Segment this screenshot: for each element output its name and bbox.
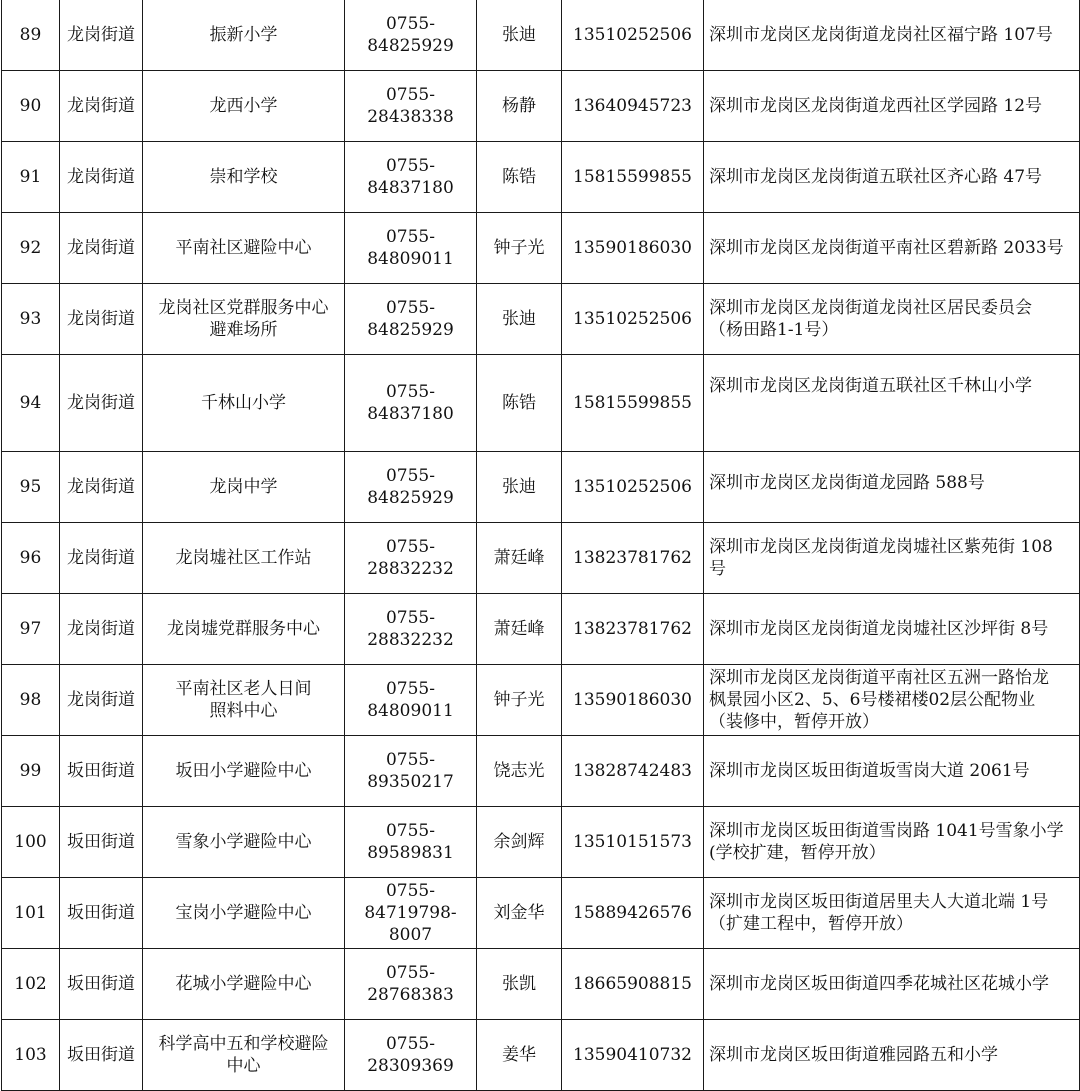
phone-cell bbox=[345, 213, 477, 284]
row-number-cell: 96 bbox=[2, 523, 60, 594]
mobile-cell: 13510252506 bbox=[562, 284, 704, 355]
mobile-cell: 18665908815 bbox=[562, 949, 704, 1020]
table-row bbox=[2, 0, 1080, 71]
contact-cell: 张迪 bbox=[477, 0, 562, 71]
address-cell bbox=[704, 142, 1080, 213]
phone-cell bbox=[345, 452, 477, 523]
phone-cell-line: 0755-28832232 bbox=[367, 537, 454, 579]
address-cell-line: （装修中，暂停开放） bbox=[709, 712, 879, 732]
row-number-cell: 98 bbox=[2, 665, 60, 736]
street-cell: 龙岗街道 bbox=[60, 71, 143, 142]
street-cell: 坂田街道 bbox=[60, 736, 143, 807]
street-cell: 龙岗街道 bbox=[60, 355, 143, 452]
contact-cell: 张迪 bbox=[477, 284, 562, 355]
street-cell: 龙岗街道 bbox=[60, 0, 143, 71]
table-row bbox=[2, 284, 1080, 355]
table-row bbox=[2, 213, 1080, 284]
site-name-cell-line: 崇和学校 bbox=[209, 167, 278, 187]
address-cell-line: (学校扩建，暂停开放） bbox=[709, 843, 886, 863]
mobile-cell: 13590410732 bbox=[562, 1020, 704, 1091]
contact-cell: 萧廷峰 bbox=[477, 523, 562, 594]
site-name-cell bbox=[143, 949, 345, 1020]
phone-cell bbox=[345, 736, 477, 807]
address-cell-line: 深圳市龙岗区龙岗街道龙岗社区居民委员会 bbox=[709, 298, 1032, 318]
table-row bbox=[2, 142, 1080, 213]
contact-cell: 张凯 bbox=[477, 949, 562, 1020]
phone-cell bbox=[345, 949, 477, 1020]
phone-cell-line: 0755-28768383 bbox=[367, 963, 454, 1005]
address-cell-line: 深圳市龙岗区坂田街道雪岗路 1041号雪象小学 bbox=[709, 821, 1064, 841]
address-cell-line: 深圳市龙岗区龙岗街道平南社区碧新路 2033号 bbox=[709, 238, 1064, 258]
street-cell: 龙岗街道 bbox=[60, 594, 143, 665]
address-cell bbox=[704, 949, 1080, 1020]
phone-cell-line: 0755-84825929 bbox=[367, 466, 454, 508]
address-cell-line: 深圳市龙岗区龙岗街道龙岗墟社区紫苑街 108 bbox=[709, 537, 1053, 557]
address-cell bbox=[704, 284, 1080, 355]
mobile-cell: 13828742483 bbox=[562, 736, 704, 807]
site-name-cell-line: 龙岗社区党群服务中心 bbox=[158, 298, 329, 318]
site-name-cell-line: 照料中心 bbox=[209, 701, 278, 721]
contact-cell: 钟子光 bbox=[477, 665, 562, 736]
site-name-cell bbox=[143, 71, 345, 142]
row-number-cell: 102 bbox=[2, 949, 60, 1020]
phone-cell-line: 0755-89350217 bbox=[367, 750, 454, 792]
phone-cell bbox=[345, 878, 477, 949]
address-cell bbox=[704, 355, 1080, 452]
phone-cell-line: 0755-84809011 bbox=[367, 227, 454, 269]
street-cell: 龙岗街道 bbox=[60, 452, 143, 523]
street-cell: 坂田街道 bbox=[60, 878, 143, 949]
address-cell bbox=[704, 807, 1080, 878]
site-name-cell-line: 振新小学 bbox=[209, 24, 278, 45]
site-name-cell-line: 避难场所 bbox=[209, 320, 278, 340]
table-row bbox=[2, 665, 1080, 736]
address-cell bbox=[704, 71, 1080, 142]
row-number-cell: 89 bbox=[2, 0, 60, 71]
phone-cell-line: 0755-84825929 bbox=[367, 13, 454, 56]
site-name-cell bbox=[143, 355, 345, 452]
site-name-cell-line: 雪象小学避险中心 bbox=[175, 832, 312, 852]
contact-cell: 陈锆 bbox=[477, 142, 562, 213]
site-name-cell-line: 中心 bbox=[226, 1056, 261, 1076]
phone-cell-line: 0755-28309369 bbox=[367, 1034, 454, 1076]
row-number-cell: 95 bbox=[2, 452, 60, 523]
table-row bbox=[2, 594, 1080, 665]
contact-cell: 萧廷峰 bbox=[477, 594, 562, 665]
row-number-cell: 99 bbox=[2, 736, 60, 807]
table-row bbox=[2, 1020, 1080, 1091]
mobile-cell: 13640945723 bbox=[562, 71, 704, 142]
street-cell: 龙岗街道 bbox=[60, 142, 143, 213]
address-cell bbox=[704, 213, 1080, 284]
site-name-cell-line: 宝岗小学避险中心 bbox=[175, 903, 312, 923]
site-name-cell bbox=[143, 142, 345, 213]
address-cell bbox=[704, 878, 1080, 949]
phone-cell bbox=[345, 355, 477, 452]
site-name-cell-line: 平南社区老人日间 bbox=[175, 679, 312, 699]
contact-cell: 余剑辉 bbox=[477, 807, 562, 878]
row-number-cell: 97 bbox=[2, 594, 60, 665]
phone-cell-line: 0755-84825929 bbox=[367, 298, 454, 340]
site-name-cell bbox=[143, 594, 345, 665]
table-row bbox=[2, 807, 1080, 878]
address-cell-line: 深圳市龙岗区龙岗街道平南社区五洲一路怡龙 bbox=[709, 668, 1049, 688]
site-name-cell bbox=[143, 736, 345, 807]
mobile-cell: 13823781762 bbox=[562, 594, 704, 665]
site-name-cell-line: 平南社区避险中心 bbox=[175, 238, 312, 258]
table-row bbox=[2, 736, 1080, 807]
site-name-cell bbox=[143, 665, 345, 736]
site-name-cell-line: 花城小学避险中心 bbox=[175, 974, 312, 994]
address-cell-line: 号 bbox=[709, 559, 726, 579]
site-name-cell-line: 科学高中五和学校避险 bbox=[158, 1034, 329, 1054]
address-cell bbox=[704, 523, 1080, 594]
address-cell bbox=[704, 1020, 1080, 1091]
table-row bbox=[2, 523, 1080, 594]
site-name-cell bbox=[143, 213, 345, 284]
contact-cell: 杨静 bbox=[477, 71, 562, 142]
street-cell: 龙岗街道 bbox=[60, 213, 143, 284]
phone-cell bbox=[345, 523, 477, 594]
phone-cell-line: 0755-84837180 bbox=[367, 156, 454, 198]
address-cell-line: （扩建工程中，暂停开放） bbox=[709, 914, 913, 934]
row-number-cell: 101 bbox=[2, 878, 60, 949]
address-cell-line: 深圳市龙岗区龙岗街道龙岗墟社区沙坪街 8号 bbox=[709, 619, 1049, 639]
mobile-cell: 13590186030 bbox=[562, 213, 704, 284]
mobile-cell: 15889426576 bbox=[562, 878, 704, 949]
address-cell bbox=[704, 736, 1080, 807]
table-row bbox=[2, 878, 1080, 949]
address-cell bbox=[704, 665, 1080, 736]
mobile-cell: 13590186030 bbox=[562, 665, 704, 736]
street-cell: 龙岗街道 bbox=[60, 523, 143, 594]
phone-cell-line: 0755-84837180 bbox=[367, 382, 454, 424]
row-number-cell: 93 bbox=[2, 284, 60, 355]
phone-cell-line: 0755- bbox=[385, 881, 435, 901]
address-cell-line: 深圳市龙岗区坂田街道雅园路五和小学 bbox=[709, 1045, 998, 1065]
row-number-cell: 100 bbox=[2, 807, 60, 878]
phone-cell-line: 0755-84809011 bbox=[367, 679, 454, 721]
phone-cell-line: 0755-89589831 bbox=[367, 821, 454, 863]
table-row bbox=[2, 71, 1080, 142]
address-cell-line: 深圳市龙岗区龙岗街道龙园路 588号 bbox=[709, 473, 985, 493]
mobile-cell: 15815599855 bbox=[562, 355, 704, 452]
contact-cell: 姜华 bbox=[477, 1020, 562, 1091]
row-number-cell: 94 bbox=[2, 355, 60, 452]
contact-cell: 张迪 bbox=[477, 452, 562, 523]
address-cell bbox=[704, 452, 1080, 523]
site-name-cell-line: 龙岗墟党群服务中心 bbox=[167, 619, 320, 639]
site-name-cell bbox=[143, 1020, 345, 1091]
table-body bbox=[2, 0, 1080, 1091]
phone-cell bbox=[345, 0, 477, 71]
site-name-cell bbox=[143, 878, 345, 949]
mobile-cell: 15815599855 bbox=[562, 142, 704, 213]
phone-cell-line: 0755-28438338 bbox=[367, 85, 454, 127]
shelter-table bbox=[1, 0, 1080, 1091]
street-cell: 坂田街道 bbox=[60, 807, 143, 878]
mobile-cell: 13823781762 bbox=[562, 523, 704, 594]
street-cell: 龙岗街道 bbox=[60, 665, 143, 736]
address-cell-line: 深圳市龙岗区龙岗街道五联社区齐心路 47号 bbox=[709, 167, 1043, 187]
site-name-cell bbox=[143, 523, 345, 594]
phone-cell bbox=[345, 71, 477, 142]
mobile-cell: 13510252506 bbox=[562, 0, 704, 71]
site-name-cell-line: 龙岗中学 bbox=[209, 477, 278, 497]
address-cell bbox=[704, 0, 1080, 71]
mobile-cell: 13510151573 bbox=[562, 807, 704, 878]
phone-cell bbox=[345, 1020, 477, 1091]
phone-cell-line: 0755-28832232 bbox=[367, 608, 454, 650]
address-cell-line: 深圳市龙岗区坂田街道坂雪岗大道 2061号 bbox=[709, 761, 1030, 781]
phone-cell bbox=[345, 665, 477, 736]
phone-cell bbox=[345, 807, 477, 878]
site-name-cell-line: 坂田小学避险中心 bbox=[175, 761, 312, 781]
table-row bbox=[2, 355, 1080, 452]
address-cell-line: 深圳市龙岗区坂田街道居里夫人大道北端 1号 bbox=[709, 892, 1049, 912]
street-cell: 坂田街道 bbox=[60, 1020, 143, 1091]
contact-cell: 刘金华 bbox=[477, 878, 562, 949]
site-name-cell bbox=[143, 807, 345, 878]
site-name-cell-line: 龙岗墟社区工作站 bbox=[175, 548, 312, 568]
row-number-cell: 91 bbox=[2, 142, 60, 213]
table-row bbox=[2, 452, 1080, 523]
address-cell-line: 深圳市龙岗区龙岗街道五联社区千林山小学 bbox=[709, 376, 1032, 396]
table-row bbox=[2, 949, 1080, 1020]
street-cell: 龙岗街道 bbox=[60, 284, 143, 355]
row-number-cell: 90 bbox=[2, 71, 60, 142]
row-number-cell: 103 bbox=[2, 1020, 60, 1091]
mobile-cell: 13510252506 bbox=[562, 452, 704, 523]
contact-cell: 陈锆 bbox=[477, 355, 562, 452]
phone-cell bbox=[345, 594, 477, 665]
address-cell-line: 深圳市龙岗区龙岗街道龙岗社区福宁路 107号 bbox=[709, 24, 1053, 45]
phone-cell bbox=[345, 142, 477, 213]
site-name-cell bbox=[143, 452, 345, 523]
site-name-cell-line: 龙西小学 bbox=[209, 96, 278, 116]
address-cell-line: 深圳市龙岗区龙岗街道龙西社区学园路 12号 bbox=[709, 96, 1043, 116]
address-cell-line: 深圳市龙岗区坂田街道四季花城社区花城小学 bbox=[709, 974, 1049, 994]
phone-cell bbox=[345, 284, 477, 355]
site-name-cell bbox=[143, 284, 345, 355]
address-cell-line: 枫景园小区2、5、6号楼裙楼02层公配物业 bbox=[709, 690, 1036, 710]
contact-cell: 钟子光 bbox=[477, 213, 562, 284]
contact-cell: 饶志光 bbox=[477, 736, 562, 807]
site-name-cell bbox=[143, 0, 345, 71]
address-cell-line: （杨田路1-1号） bbox=[709, 320, 839, 340]
address-cell bbox=[704, 594, 1080, 665]
street-cell: 坂田街道 bbox=[60, 949, 143, 1020]
row-number-cell: 92 bbox=[2, 213, 60, 284]
site-name-cell-line: 千林山小学 bbox=[201, 393, 286, 413]
phone-cell-line: 84719798-8007 bbox=[364, 903, 457, 945]
